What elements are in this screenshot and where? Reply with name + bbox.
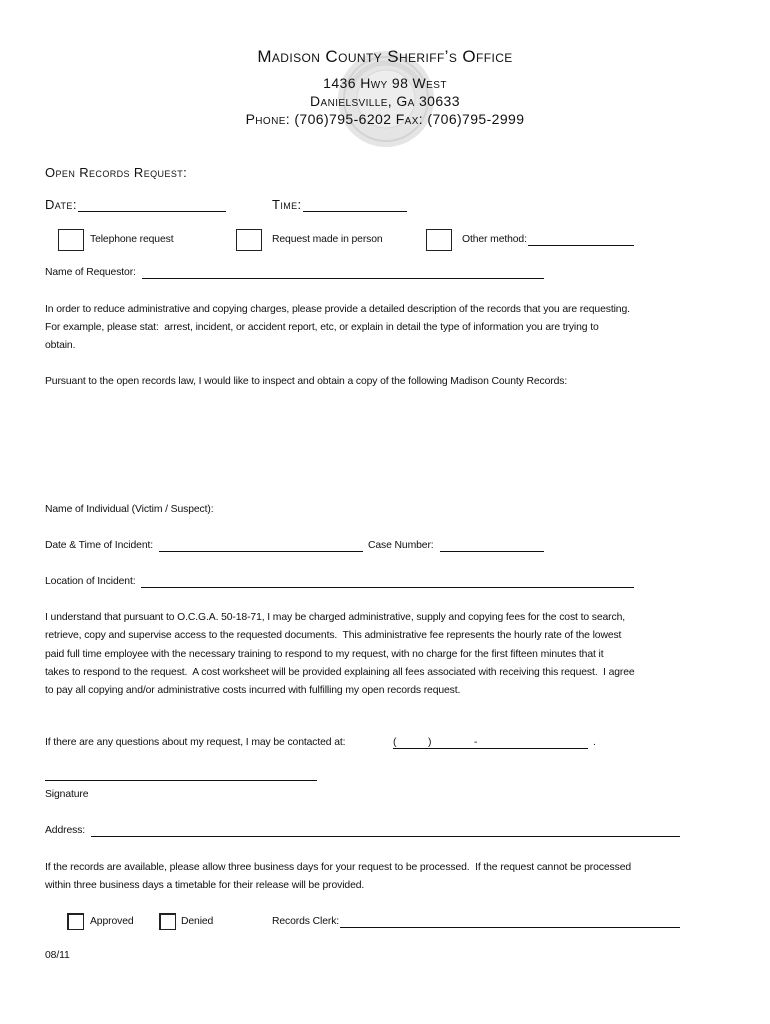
records-description-area[interactable]: [45, 395, 725, 495]
phone-open-paren: (: [393, 737, 397, 748]
denied-checkbox[interactable]: [159, 913, 176, 930]
contact-period: .: [593, 737, 596, 748]
date-field: [45, 197, 226, 213]
processing-line: within three business days a timetable for their release will be provided.: [45, 880, 365, 891]
case-number-field: [368, 539, 544, 553]
fees-line: I understand that pursuant to O.C.G.A. 50-18-71, I may be charged administrative, supply and copying fees for the cost to search,: [45, 612, 625, 623]
individual-name-label: Name of Individual (Victim / Suspect):: [45, 504, 214, 515]
incident-location-field: [45, 575, 634, 589]
records-clerk-label: Records Clerk:: [272, 916, 340, 927]
telephone-request-label: Telephone request: [90, 234, 174, 245]
records-request-intro: Pursuant to the open records law, I would like to inspect and obtain a copy of the following Madison County Records:: [45, 376, 568, 387]
time-label: Time:: [272, 197, 302, 212]
signature-label: Signature: [45, 789, 89, 800]
telephone-request-checkbox[interactable]: [58, 229, 84, 251]
incident-datetime-field: [45, 539, 363, 553]
requestor-name-field: [45, 266, 544, 280]
approved-label: Approved: [90, 916, 134, 927]
phone-dash: -: [474, 737, 478, 748]
incident-location-input-line[interactable]: [141, 575, 634, 588]
in-person-request-checkbox[interactable]: [236, 229, 262, 251]
form-heading: Open Records Request:: [45, 165, 188, 180]
address-label: Address:: [45, 825, 86, 836]
approved-checkbox[interactable]: [67, 913, 84, 930]
contact-phone-input-line[interactable]: [393, 736, 588, 749]
time-field: [272, 197, 407, 213]
fees-line: takes to respond to the request. A cost worksheet will be provided explaining all fees associated with receiving this request. I agree: [45, 667, 635, 678]
case-number-label: Case Number:: [368, 540, 434, 551]
other-method-label: Other method:: [462, 234, 527, 245]
form-revision-date: 08/11: [45, 950, 70, 961]
other-method-input-line[interactable]: [528, 233, 634, 246]
incident-location-label: Location of Incident:: [45, 576, 136, 587]
time-input-line[interactable]: [303, 197, 407, 212]
date-label: Date:: [45, 197, 77, 212]
office-street-address: 1436 Hwy 98 West: [323, 75, 447, 91]
instructions-line: obtain.: [45, 340, 76, 351]
fees-line: to pay all copying and/or administrative costs incurred with fulfilling my open records request.: [45, 685, 461, 696]
denied-label: Denied: [181, 916, 214, 927]
instructions-line: For example, please stat: arrest, incident, or accident report, etc, or explain in detail the type of information you are trying to: [45, 322, 599, 333]
office-city-state-zip: Danielsville, Ga 30633: [310, 93, 460, 109]
address-field: [45, 824, 680, 838]
address-input-line[interactable]: [91, 824, 680, 837]
fees-line: paid full time employee with the necessary training to respond to my request, with no charge for the first fifteen minutes that it: [45, 649, 604, 660]
instructions-line: In order to reduce administrative and copying charges, please provide a detailed description of the records that you are requesting.: [45, 304, 630, 315]
incident-datetime-input-line[interactable]: [159, 539, 363, 552]
requestor-name-input-line[interactable]: [142, 266, 544, 279]
office-title: Madison County Sheriff’s Office: [257, 47, 513, 66]
incident-datetime-label: Date & Time of Incident:: [45, 540, 154, 551]
contact-label: If there are any questions about my request, I may be contacted at:: [45, 737, 346, 748]
in-person-request-label: Request made in person: [272, 234, 383, 245]
phone-close-paren: ): [428, 737, 432, 748]
case-number-input-line[interactable]: [440, 539, 544, 552]
other-method-field: [462, 233, 634, 247]
processing-line: If the records are available, please allow three business days for your request to be processed. If the request cannot be processed: [45, 862, 632, 873]
signature-input-line[interactable]: [45, 780, 317, 781]
records-clerk-input-line[interactable]: [340, 915, 680, 928]
date-input-line[interactable]: [78, 197, 226, 212]
fees-line: retrieve, copy and supervise access to the requested documents. This administrative fee represents the hourly rate of the lowest: [45, 630, 622, 641]
records-clerk-field: [272, 915, 680, 929]
requestor-name-label: Name of Requestor:: [45, 267, 136, 278]
other-method-checkbox[interactable]: [426, 229, 452, 251]
office-phone-fax: Phone: (706)795-6202 Fax: (706)795-2999: [245, 111, 525, 127]
